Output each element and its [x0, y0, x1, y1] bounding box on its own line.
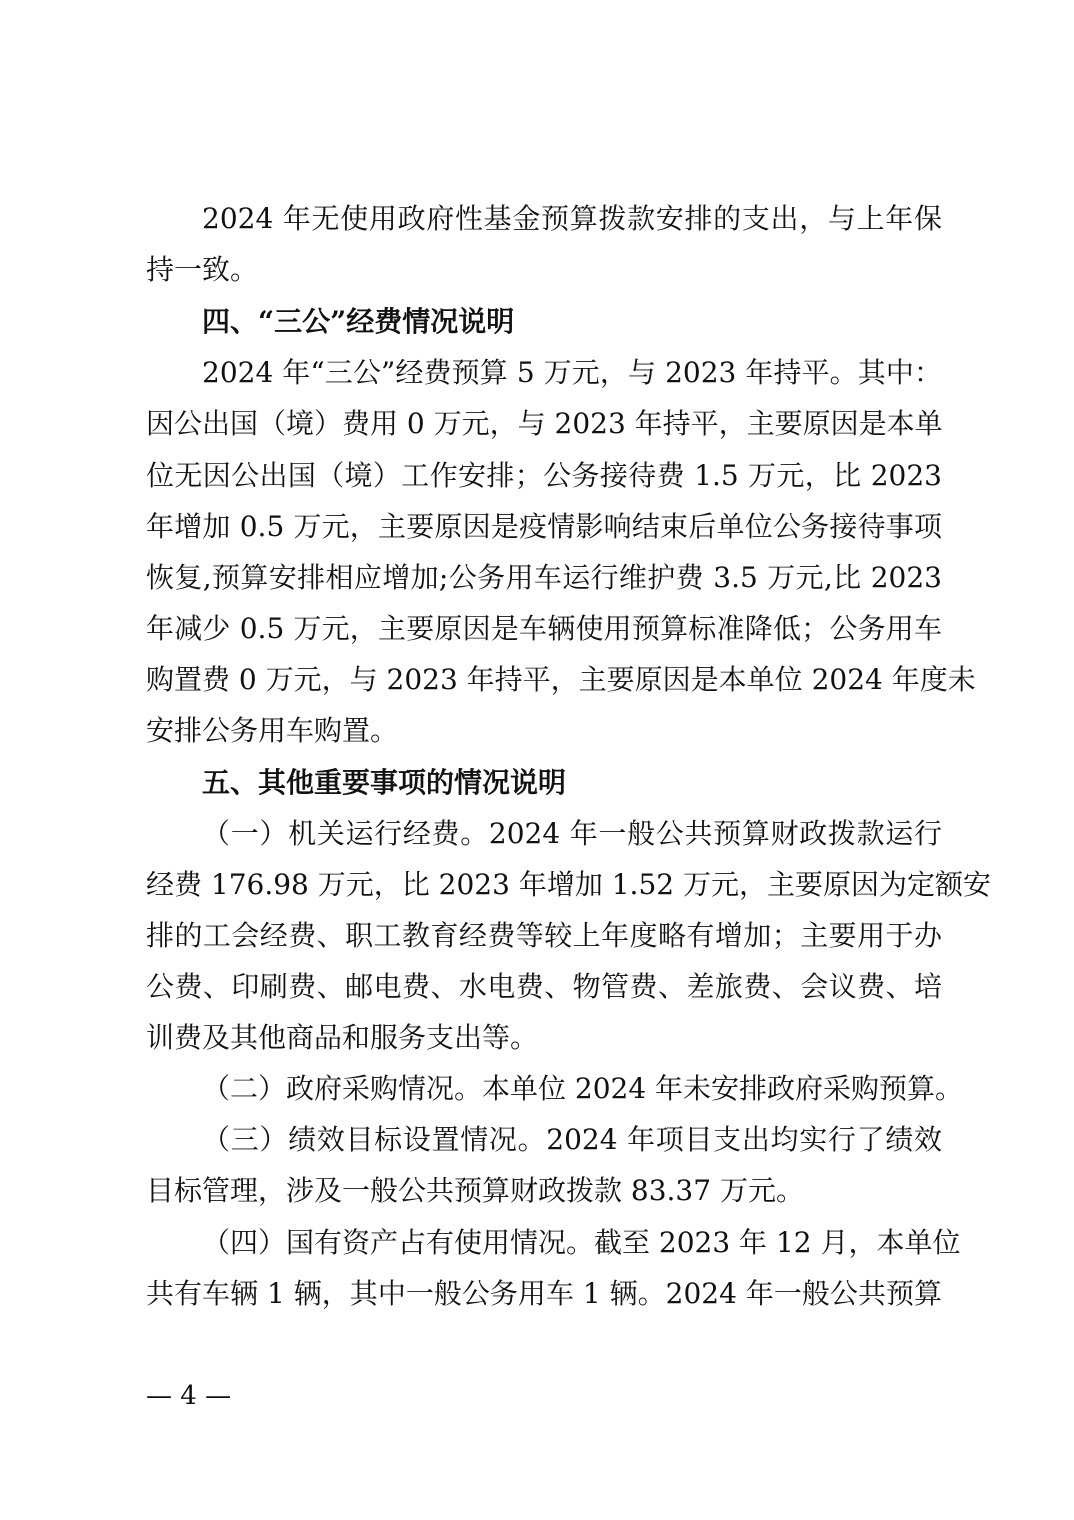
paragraph-line: 2024 年“三公”经费预算 5 万元，与 2023 年持平。其中：: [202, 356, 942, 389]
paragraph-line: 因公出国（境）费用 0 万元，与 2023 年持平，主要原因是本单: [146, 407, 943, 440]
paragraph-line: 训费及其他商品和服务支出等。: [146, 1021, 539, 1054]
paragraph-line: 公费、印刷费、邮电费、水电费、物管费、差旅费、会议费、培: [146, 970, 942, 1003]
paragraph-line: 年增加 0.5 万元，主要原因是疫情影响结束后单位公务接待事项: [146, 510, 942, 543]
paragraph-line: （一）机关运行经费。2024 年一般公共预算财政拨款运行: [202, 817, 942, 850]
section-heading: 五、其他重要事项的情况说明: [202, 766, 567, 799]
paragraph-line: 年减少 0.5 万元，主要原因是车辆使用预算标准降低；公务用车: [146, 612, 942, 645]
paragraph-line: 共有车辆 1 辆，其中一般公务用车 1 辆。2024 年一般公共预算: [146, 1277, 942, 1310]
paragraph-line: 购置费 0 万元，与 2023 年持平，主要原因是本单位 2024 年度未: [146, 663, 976, 696]
paragraph-line: 排的工会经费、职工教育经费等较上年度略有增加；主要用于办: [146, 919, 942, 952]
paragraph-line: 持一致。: [146, 253, 259, 286]
paragraph-line: （四）国有资产占有使用情况。截至 2023 年 12 月，本单位: [202, 1226, 961, 1259]
paragraph-line: 2024 年无使用政府性基金预算拨款安排的支出，与上年保: [202, 202, 942, 235]
paragraph-line: （三）绩效目标设置情况。2024 年项目支出均实行了绩效: [202, 1123, 942, 1156]
paragraph-line: 安排公务用车购置。: [146, 714, 399, 747]
paragraph-line: 经费 176.98 万元，比 2023 年增加 1.52 万元，主要原因为定额安: [146, 868, 991, 901]
paragraph-line: 目标管理，涉及一般公共预算财政拨款 83.37 万元。: [146, 1174, 804, 1207]
paragraph-line: 恢复,预算安排相应增加;公务用车运行维护费 3.5 万元,比 2023: [146, 561, 942, 594]
paragraph-line: 位无因公出国（境）工作安排；公务接待费 1.5 万元，比 2023: [146, 459, 942, 492]
page-number: — 4 —: [146, 1381, 232, 1411]
paragraph-line: （二）政府采购情况。本单位 2024 年未安排政府采购预算。: [202, 1072, 964, 1105]
section-heading: 四、“三公”经费情况说明: [202, 305, 515, 338]
